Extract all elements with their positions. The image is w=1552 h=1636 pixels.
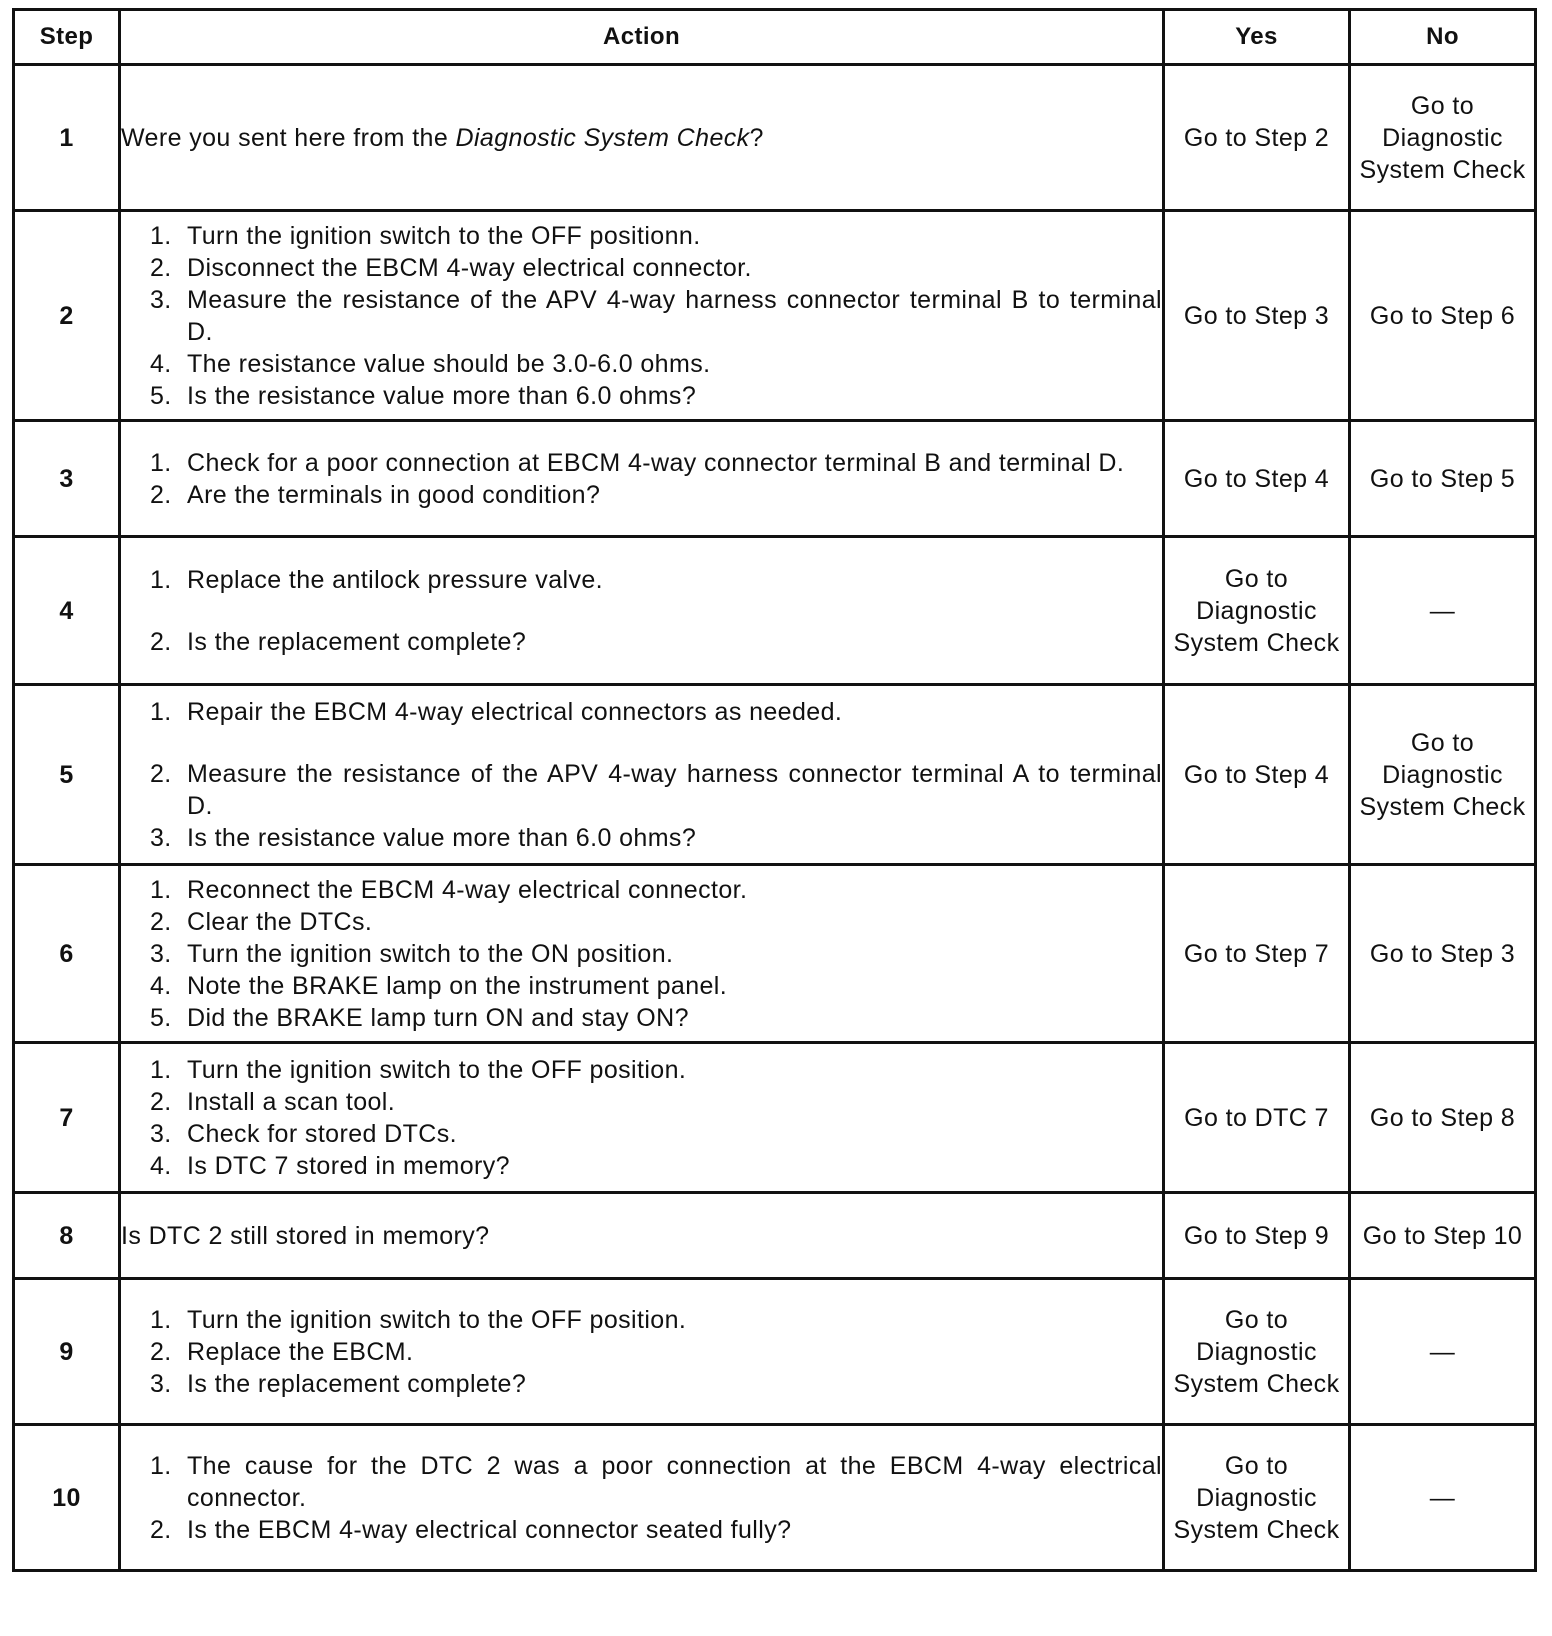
action-item: 2. Install a scan tool. bbox=[179, 1086, 1162, 1118]
step-number: 4 bbox=[14, 537, 120, 685]
action-item: 3. Is the replacement complete? bbox=[179, 1368, 1162, 1400]
table-row-step-10 bbox=[14, 1425, 1536, 1571]
action-item: 3. Check for stored DTCs. bbox=[179, 1118, 1162, 1150]
table-row-step-4 bbox=[14, 537, 1536, 685]
action-list bbox=[121, 1304, 1162, 1400]
yes-cell: Go to Step 4 bbox=[1164, 685, 1350, 865]
action-cell bbox=[120, 65, 1164, 211]
action-list bbox=[121, 874, 1162, 1034]
header-row bbox=[14, 10, 1536, 65]
action-item: 2. Replace the EBCM. bbox=[179, 1336, 1162, 1368]
table-row-step-5 bbox=[14, 685, 1536, 865]
yes-cell: Go to DTC 7 bbox=[1164, 1043, 1350, 1193]
no-cell: — bbox=[1350, 1279, 1536, 1425]
step-number: 2 bbox=[14, 211, 120, 421]
action-item: 1. Turn the ignition switch to the OFF position. bbox=[179, 1304, 1162, 1336]
action-item: 2. Clear the DTCs. bbox=[179, 906, 1162, 938]
step-number: 9 bbox=[14, 1279, 120, 1425]
yes-cell: Go to Step 9 bbox=[1164, 1193, 1350, 1279]
table-row-step-8 bbox=[14, 1193, 1536, 1279]
no-cell: Go to Step 10 bbox=[1350, 1193, 1536, 1279]
action-item: 1. Reconnect the EBCM 4-way electrical connector. bbox=[179, 874, 1162, 906]
action-cell bbox=[120, 1279, 1164, 1425]
table-row-step-6 bbox=[14, 865, 1536, 1043]
no-cell: Go to Step 5 bbox=[1350, 421, 1536, 537]
no-cell: — bbox=[1350, 537, 1536, 685]
action-item: 2. Is the EBCM 4-way electrical connector seated fully? bbox=[179, 1514, 1162, 1546]
no-cell: Go to Diagnostic System Check bbox=[1350, 65, 1536, 211]
action-question: Is DTC 2 still stored in memory? bbox=[121, 1221, 490, 1250]
header-action: Action bbox=[120, 10, 1164, 65]
yes-cell: Go to Diagnostic System Check bbox=[1164, 1279, 1350, 1425]
step-number: 10 bbox=[14, 1425, 120, 1571]
table-row-step-1 bbox=[14, 65, 1536, 211]
action-item: 3. Turn the ignition switch to the ON position. bbox=[179, 938, 1162, 970]
action-cell bbox=[120, 1425, 1164, 1571]
action-item: 1. Check for a poor connection at EBCM 4-way connector terminal B and terminal D. bbox=[179, 447, 1162, 479]
no-cell: Go to Step 8 bbox=[1350, 1043, 1536, 1193]
action-cell bbox=[120, 537, 1164, 685]
action-item: 2. Is the replacement complete? bbox=[179, 626, 1162, 658]
action-item: 2. Are the terminals in good condition? bbox=[179, 479, 1162, 511]
action-cell bbox=[120, 685, 1164, 865]
step-number: 1 bbox=[14, 65, 120, 211]
no-cell: Go to Diagnostic System Check bbox=[1350, 685, 1536, 865]
table-row-step-7 bbox=[14, 1043, 1536, 1193]
table-row-step-2 bbox=[14, 211, 1536, 421]
yes-cell: Go to Diagnostic System Check bbox=[1164, 537, 1350, 685]
action-cell bbox=[120, 1043, 1164, 1193]
action-cell bbox=[120, 1193, 1164, 1279]
step-number: 8 bbox=[14, 1193, 120, 1279]
yes-cell: Go to Step 2 bbox=[1164, 65, 1350, 211]
yes-cell: Go to Step 4 bbox=[1164, 421, 1350, 537]
yes-cell: Go to Step 7 bbox=[1164, 865, 1350, 1043]
action-cell bbox=[120, 211, 1164, 421]
action-question: Were you sent here from the bbox=[121, 123, 456, 152]
action-item: 1. Turn the ignition switch to the OFF positionn. bbox=[179, 220, 1162, 252]
action-list bbox=[121, 1054, 1162, 1182]
action-question-end: ? bbox=[749, 123, 764, 152]
action-cell bbox=[120, 865, 1164, 1043]
step-number: 7 bbox=[14, 1043, 120, 1193]
step-number: 6 bbox=[14, 865, 120, 1043]
action-item: 1. Repair the EBCM 4-way electrical connectors as needed. bbox=[179, 696, 1162, 728]
action-item: 3. Is the resistance value more than 6.0 ohms? bbox=[179, 822, 1162, 854]
no-cell: Go to Step 3 bbox=[1350, 865, 1536, 1043]
header-step: Step bbox=[14, 10, 120, 65]
action-list bbox=[121, 1450, 1162, 1546]
step-number: 3 bbox=[14, 421, 120, 537]
action-item: 2. Measure the resistance of the APV 4-way harness connector terminal A to terminal D. bbox=[179, 758, 1162, 822]
no-cell: Go to Step 6 bbox=[1350, 211, 1536, 421]
step-number: 5 bbox=[14, 685, 120, 865]
action-list bbox=[121, 564, 1162, 658]
header-no: No bbox=[1350, 10, 1536, 65]
action-list bbox=[121, 220, 1162, 412]
action-item: 2. Disconnect the EBCM 4-way electrical connector. bbox=[179, 252, 1162, 284]
action-item: 4. Note the BRAKE lamp on the instrument panel. bbox=[179, 970, 1162, 1002]
action-item: 4. The resistance value should be 3.0-6.0 ohms. bbox=[179, 348, 1162, 380]
action-item: 4. Is DTC 7 stored in memory? bbox=[179, 1150, 1162, 1182]
action-question-reference: Diagnostic System Check bbox=[455, 123, 750, 152]
no-cell: — bbox=[1350, 1425, 1536, 1571]
header-yes: Yes bbox=[1164, 10, 1350, 65]
yes-cell: Go to Diagnostic System Check bbox=[1164, 1425, 1350, 1571]
table-row-step-3 bbox=[14, 421, 1536, 537]
diagnostic-table bbox=[12, 8, 1537, 1572]
action-cell bbox=[120, 421, 1164, 537]
action-item: 1. Turn the ignition switch to the OFF position. bbox=[179, 1054, 1162, 1086]
action-list bbox=[121, 447, 1162, 511]
action-item: 1. The cause for the DTC 2 was a poor connection at the EBCM 4-way electrical connector. bbox=[179, 1450, 1162, 1514]
action-item: 3. Measure the resistance of the APV 4-way harness connector terminal B to terminal D. bbox=[179, 284, 1162, 348]
action-item: 5. Did the BRAKE lamp turn ON and stay ON? bbox=[179, 1002, 1162, 1034]
table-row-step-9 bbox=[14, 1279, 1536, 1425]
yes-cell: Go to Step 3 bbox=[1164, 211, 1350, 421]
action-list bbox=[121, 696, 1162, 854]
action-item: 5. Is the resistance value more than 6.0 ohms? bbox=[179, 380, 1162, 412]
action-item: 1. Replace the antilock pressure valve. bbox=[179, 564, 1162, 596]
